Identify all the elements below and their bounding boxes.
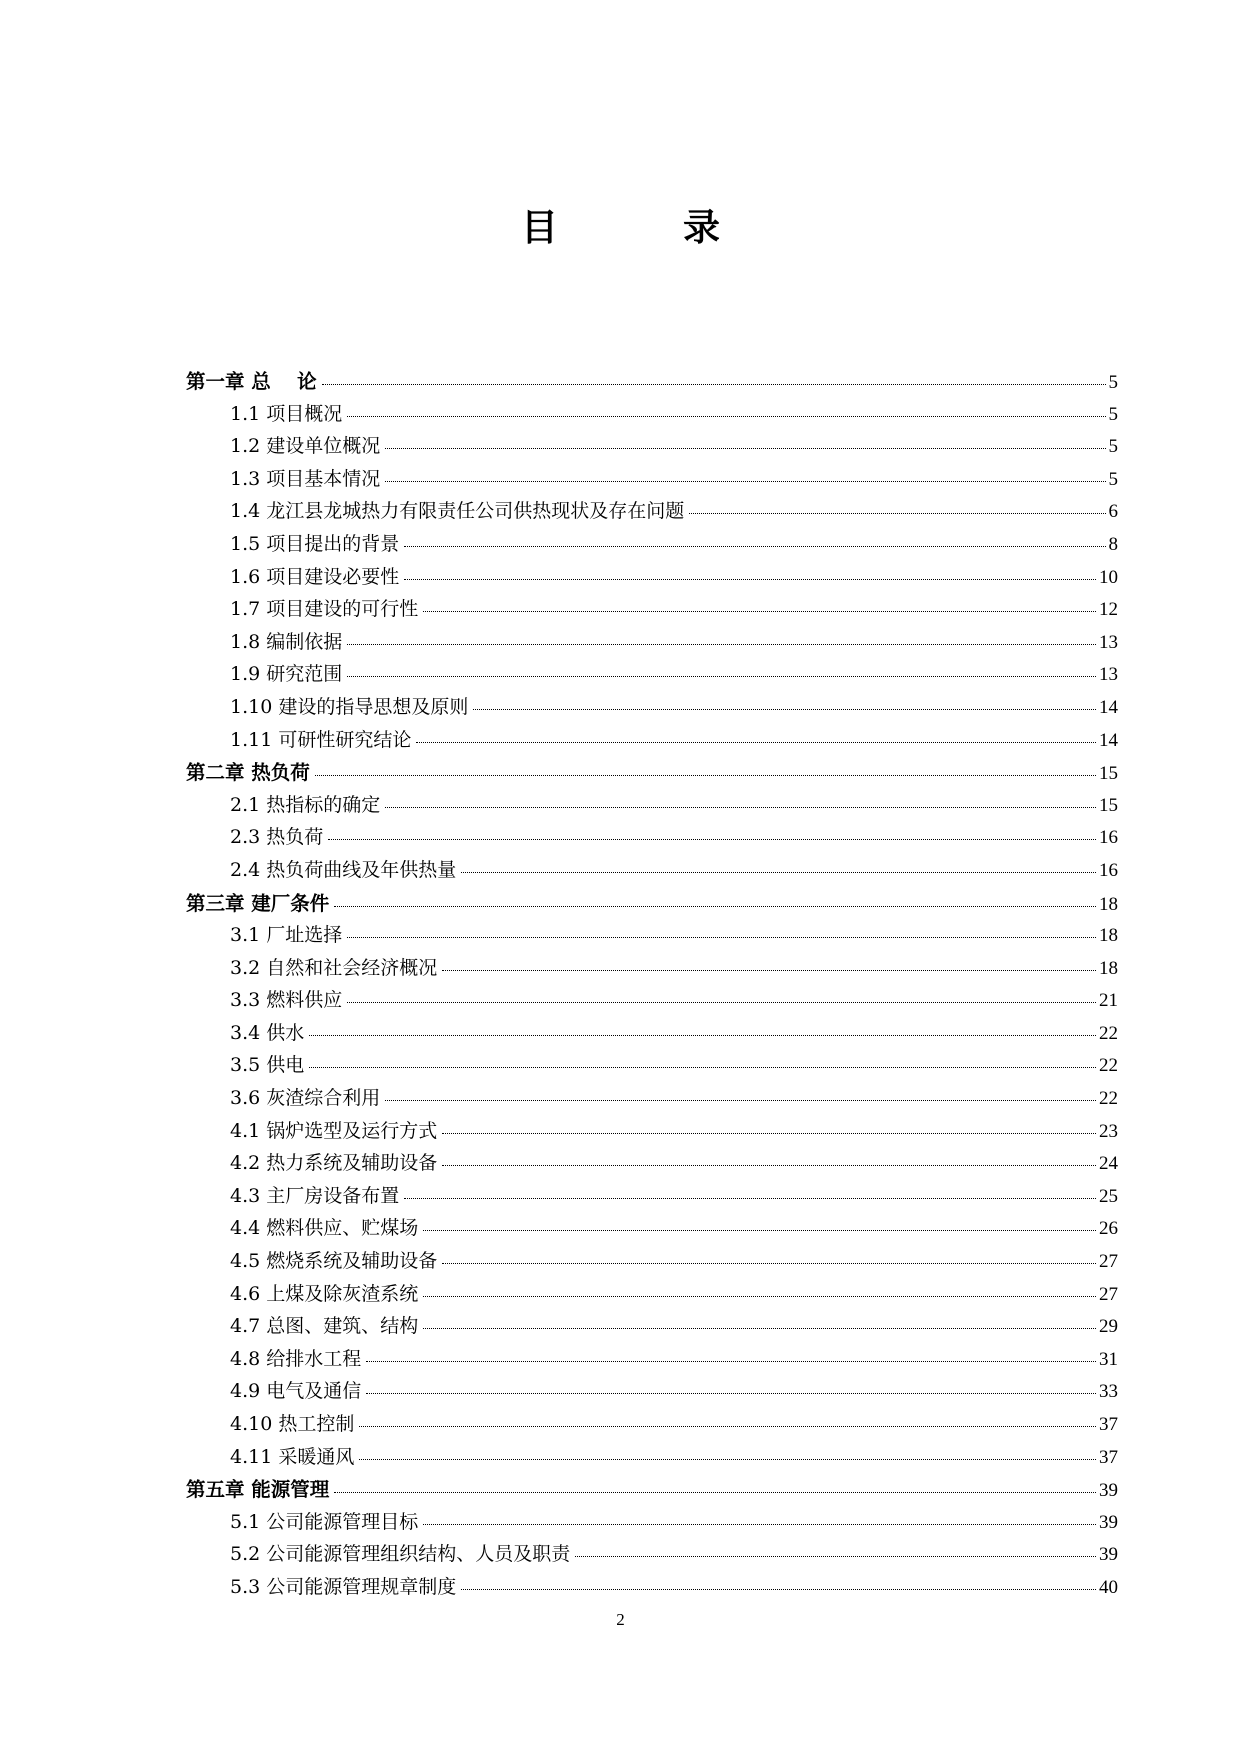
toc-section-entry[interactable] xyxy=(186,1572,1118,1605)
toc-entry-title: 2.3 热负荷 xyxy=(230,826,324,849)
page-title: 目 录 xyxy=(521,206,764,249)
toc-dot-leader xyxy=(359,1422,1096,1427)
toc-dot-leader xyxy=(442,1259,1096,1264)
toc-entry-title: 4.3 主厂房设备布置 xyxy=(230,1184,400,1207)
toc-section-entry[interactable] xyxy=(186,627,1118,660)
toc-section-entry[interactable] xyxy=(186,1148,1118,1181)
toc-entry-page: 13 xyxy=(1099,631,1118,653)
toc-entry-page: 26 xyxy=(1099,1218,1118,1240)
toc-section-entry[interactable] xyxy=(186,431,1118,464)
toc-entry-page: 6 xyxy=(1108,501,1118,523)
toc-entry-title: 5.3 公司能源管理规章制度 xyxy=(230,1575,457,1598)
toc-entry-page: 18 xyxy=(1099,925,1118,947)
toc-entry-title: 3.6 灰渣综合利用 xyxy=(230,1087,381,1110)
toc-section-entry[interactable] xyxy=(186,399,1118,432)
table-of-contents xyxy=(186,366,1118,1605)
toc-section-entry[interactable] xyxy=(186,1213,1118,1246)
toc-entry-page: 23 xyxy=(1099,1120,1118,1142)
page-number: 2 xyxy=(616,1610,625,1629)
toc-section-entry[interactable] xyxy=(186,985,1118,1018)
toc-section-entry[interactable] xyxy=(186,1018,1118,1051)
toc-entry-title: 3.4 供水 xyxy=(230,1021,305,1044)
toc-section-entry[interactable] xyxy=(186,1539,1118,1572)
toc-entry-title: 4.8 给排水工程 xyxy=(230,1347,362,1370)
toc-entry-page: 22 xyxy=(1099,1055,1118,1077)
toc-entry-title: 第二章 热负荷 xyxy=(186,761,310,785)
toc-dot-leader xyxy=(385,477,1105,482)
toc-entry-title: 第五章 能源管理 xyxy=(186,1478,330,1502)
toc-entry-page: 14 xyxy=(1099,696,1118,718)
toc-entry-title: 4.9 电气及通信 xyxy=(230,1380,362,1403)
toc-entry-title: 1.5 项目提出的背景 xyxy=(230,532,400,555)
toc-dot-leader xyxy=(359,1455,1096,1460)
toc-section-entry[interactable] xyxy=(186,496,1118,529)
toc-entry-title: 3.1 厂址选择 xyxy=(230,924,343,947)
toc-entry-title: 第一章 总 论 xyxy=(186,370,317,393)
toc-section-entry[interactable] xyxy=(186,529,1118,562)
toc-dot-leader xyxy=(442,1161,1096,1166)
toc-section-entry[interactable] xyxy=(186,1279,1118,1312)
toc-dot-leader xyxy=(315,771,1096,776)
toc-dot-leader xyxy=(347,412,1105,417)
toc-section-entry[interactable] xyxy=(186,464,1118,497)
toc-section-entry[interactable] xyxy=(186,562,1118,595)
toc-entry-page: 16 xyxy=(1099,859,1118,881)
toc-dot-leader xyxy=(328,835,1096,840)
toc-section-entry[interactable] xyxy=(186,1181,1118,1214)
toc-entry-page: 18 xyxy=(1099,957,1118,979)
toc-entry-page: 22 xyxy=(1099,1088,1118,1110)
toc-entry-title: 3.2 自然和社会经济概况 xyxy=(230,956,438,979)
toc-section-entry[interactable] xyxy=(186,1083,1118,1116)
toc-entry-title: 1.3 项目基本情况 xyxy=(230,467,381,490)
toc-dot-leader xyxy=(385,803,1096,808)
toc-dot-leader xyxy=(404,542,1105,547)
toc-dot-leader xyxy=(347,640,1096,645)
toc-entry-page: 24 xyxy=(1099,1153,1118,1175)
toc-section-entry[interactable] xyxy=(186,822,1118,855)
toc-entry-title: 2.1 热指标的确定 xyxy=(230,793,381,816)
toc-dot-leader xyxy=(309,1063,1096,1068)
toc-dot-leader xyxy=(347,672,1096,677)
toc-section-entry[interactable] xyxy=(186,953,1118,986)
toc-dot-leader xyxy=(347,998,1096,1003)
toc-chapter-entry[interactable] xyxy=(186,888,1118,921)
toc-dot-leader xyxy=(385,444,1105,449)
toc-entry-title: 1.6 项目建设必要性 xyxy=(230,565,400,588)
toc-entry-title: 4.7 总图、建筑、结构 xyxy=(230,1315,419,1338)
toc-entry-page: 18 xyxy=(1099,893,1118,915)
toc-section-entry[interactable] xyxy=(186,1507,1118,1540)
toc-section-entry[interactable] xyxy=(186,1311,1118,1344)
toc-entry-title: 2.4 热负荷曲线及年供热量 xyxy=(230,858,457,881)
toc-entry-title: 1.7 项目建设的可行性 xyxy=(230,598,419,621)
toc-section-entry[interactable] xyxy=(186,1344,1118,1377)
toc-entry-page: 15 xyxy=(1099,763,1118,785)
toc-entry-page: 27 xyxy=(1099,1283,1118,1305)
toc-dot-leader xyxy=(442,1129,1096,1134)
toc-dot-leader xyxy=(423,607,1096,612)
toc-entry-title: 1.10 建设的指导思想及原则 xyxy=(230,695,469,718)
toc-entry-page: 14 xyxy=(1099,729,1118,751)
toc-entry-title: 3.3 燃料供应 xyxy=(230,989,343,1012)
toc-entry-page: 29 xyxy=(1099,1316,1118,1338)
toc-dot-leader xyxy=(423,1292,1096,1297)
toc-section-entry[interactable] xyxy=(186,1409,1118,1442)
toc-entry-title: 3.5 供电 xyxy=(230,1054,305,1077)
toc-section-entry[interactable] xyxy=(186,725,1118,758)
toc-entry-title: 1.9 研究范围 xyxy=(230,663,343,686)
toc-dot-leader xyxy=(366,1389,1096,1394)
toc-dot-leader xyxy=(461,1585,1096,1590)
toc-entry-title: 1.4 龙江县龙城热力有限责任公司供热现状及存在问题 xyxy=(230,500,685,523)
toc-dot-leader xyxy=(423,1324,1096,1329)
toc-entry-title: 4.6 上煤及除灰渣系统 xyxy=(230,1282,419,1305)
toc-dot-leader xyxy=(385,1096,1096,1101)
toc-entry-page: 25 xyxy=(1099,1185,1118,1207)
toc-entry-page: 33 xyxy=(1099,1381,1118,1403)
toc-entry-page: 21 xyxy=(1099,990,1118,1012)
toc-section-entry[interactable] xyxy=(186,692,1118,725)
toc-dot-leader xyxy=(334,1488,1096,1493)
toc-entry-title: 4.2 热力系统及辅助设备 xyxy=(230,1152,438,1175)
toc-section-entry[interactable] xyxy=(186,659,1118,692)
toc-entry-page: 5 xyxy=(1108,436,1118,458)
toc-chapter-entry[interactable] xyxy=(186,366,1118,399)
toc-dot-leader xyxy=(423,1520,1096,1525)
toc-dot-leader xyxy=(366,1357,1096,1362)
toc-section-entry[interactable] xyxy=(186,1376,1118,1409)
toc-entry-page: 5 xyxy=(1108,403,1118,425)
toc-section-entry[interactable] xyxy=(186,920,1118,953)
toc-entry-page: 37 xyxy=(1099,1414,1118,1435)
toc-entry-title: 4.1 锅炉选型及运行方式 xyxy=(230,1119,438,1142)
toc-entry-title: 5.2 公司能源管理组织结构、人员及职责 xyxy=(230,1543,571,1566)
toc-entry-page: 5 xyxy=(1108,372,1118,393)
toc-entry-title: 1.8 编制依据 xyxy=(230,630,343,653)
toc-entry-page: 39 xyxy=(1099,1480,1118,1502)
toc-entry-title: 1.1 项目概况 xyxy=(230,402,343,425)
toc-section-entry[interactable] xyxy=(186,1116,1118,1149)
toc-entry-page: 37 xyxy=(1099,1446,1118,1468)
toc-chapter-entry[interactable] xyxy=(186,757,1118,790)
toc-entry-title: 第三章 建厂条件 xyxy=(186,891,330,915)
toc-dot-leader xyxy=(347,933,1096,938)
toc-entry-page: 15 xyxy=(1099,794,1118,816)
toc-dot-leader xyxy=(404,575,1096,580)
toc-dot-leader xyxy=(404,1194,1096,1199)
toc-entry-page: 40 xyxy=(1099,1576,1118,1598)
toc-dot-leader xyxy=(473,705,1096,710)
toc-dot-leader xyxy=(423,1226,1096,1231)
toc-dot-leader xyxy=(575,1552,1096,1557)
toc-section-entry[interactable] xyxy=(186,1442,1118,1475)
toc-entry-page: 8 xyxy=(1108,533,1118,555)
toc-dot-leader xyxy=(309,1031,1096,1036)
toc-entry-title: 4.10 热工控制 xyxy=(230,1413,355,1435)
toc-section-entry[interactable] xyxy=(186,1246,1118,1279)
toc-entry-page: 39 xyxy=(1099,1544,1118,1566)
toc-entry-title: 4.4 燃料供应、贮煤场 xyxy=(230,1217,419,1240)
toc-entry-page: 13 xyxy=(1099,664,1118,686)
toc-chapter-entry[interactable] xyxy=(186,1474,1118,1507)
toc-entry-page: 16 xyxy=(1099,827,1118,849)
toc-entry-title: 1.2 建设单位概况 xyxy=(230,435,381,458)
toc-entry-page: 5 xyxy=(1108,468,1118,490)
toc-entry-title: 4.11 采暖通风 xyxy=(230,1445,355,1468)
toc-entry-title: 4.5 燃烧系统及辅助设备 xyxy=(230,1250,438,1273)
toc-dot-leader xyxy=(416,738,1096,743)
toc-section-entry[interactable] xyxy=(186,1050,1118,1083)
toc-dot-leader xyxy=(442,966,1096,971)
toc-dot-leader xyxy=(689,509,1105,514)
toc-entry-title: 1.11 可研性研究结论 xyxy=(230,728,412,751)
toc-entry-page: 27 xyxy=(1099,1251,1118,1273)
toc-entry-page: 22 xyxy=(1099,1022,1118,1044)
toc-entry-page: 10 xyxy=(1099,566,1118,588)
toc-entry-title: 5.1 公司能源管理目标 xyxy=(230,1510,419,1533)
toc-dot-leader xyxy=(334,902,1096,907)
toc-dot-leader xyxy=(461,868,1096,873)
toc-entry-page: 31 xyxy=(1099,1348,1118,1370)
toc-entry-page: 12 xyxy=(1099,599,1118,621)
toc-entry-page: 39 xyxy=(1099,1511,1118,1533)
toc-section-entry[interactable] xyxy=(186,855,1118,888)
toc-section-entry[interactable] xyxy=(186,594,1118,627)
toc-dot-leader xyxy=(322,380,1106,385)
toc-section-entry[interactable] xyxy=(186,790,1118,823)
